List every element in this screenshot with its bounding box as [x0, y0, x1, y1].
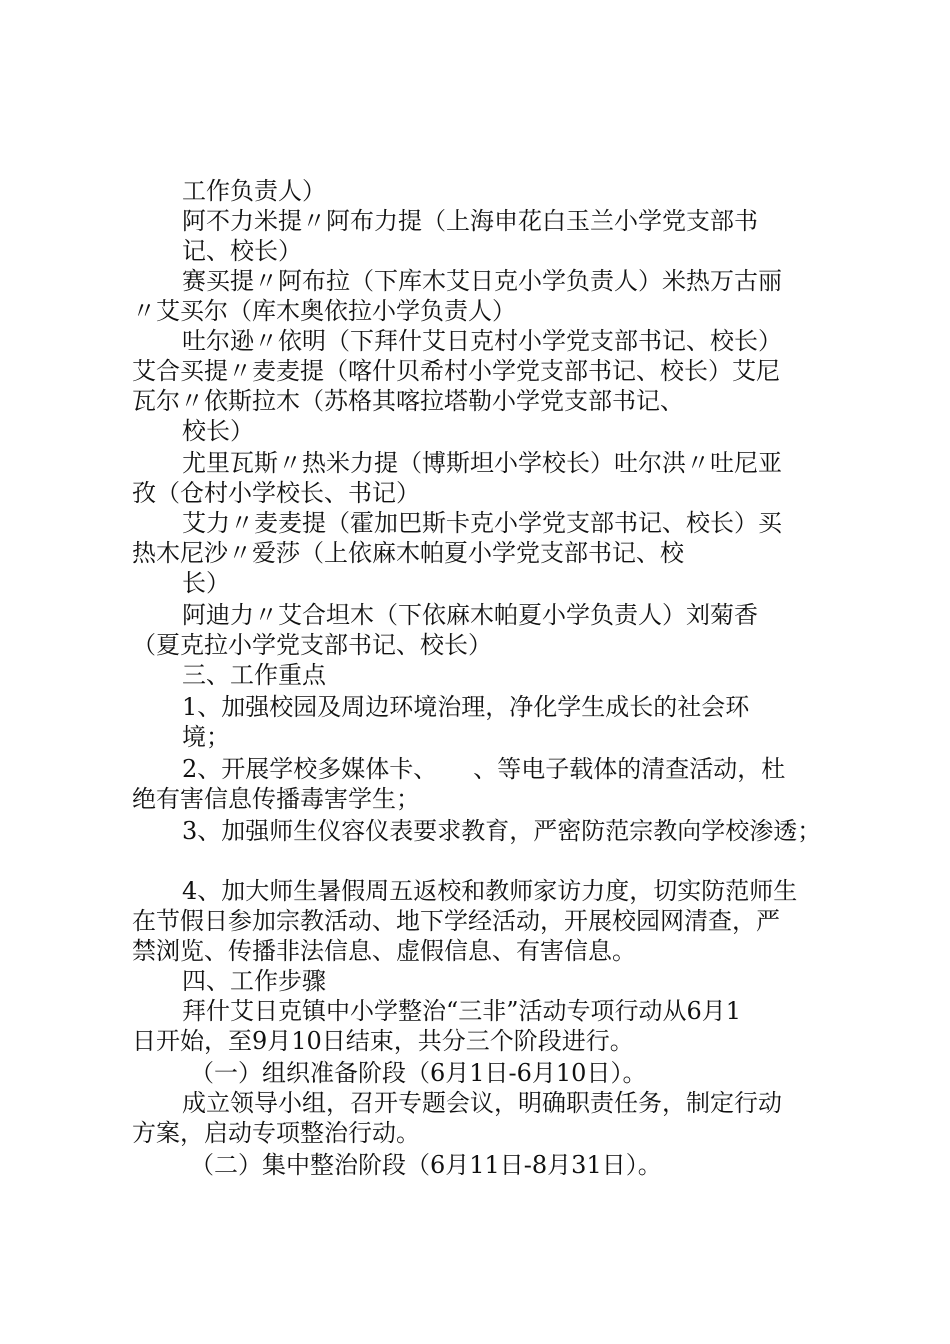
text-line: 孜（仓村小学校长、书记）: [132, 479, 420, 507]
text-line: 成立领导小组，召开专题会议，明确职责任务，制定行动: [182, 1089, 782, 1117]
text-line: 境；: [182, 723, 230, 751]
text-line: 4、加大师生暑假周五返校和教师家访力度，切实防范师生: [182, 877, 798, 905]
text-line: （夏克拉小学党支部书记、校长）: [132, 631, 492, 659]
text-line: 热木尼沙〃爱莎（上依麻木帕夏小学党支部书记、校: [132, 539, 684, 567]
text-line: 吐尔逊〃依明（下拜什艾日克村小学党支部书记、校长）: [182, 327, 782, 355]
text-line: 长）: [182, 569, 230, 597]
text-line: 在节假日参加宗教活动、地下学经活动，开展校园网清查，严: [132, 907, 780, 935]
text-line: 赛买提〃阿布拉（下库木艾日克小学负责人）米热万古丽: [182, 267, 782, 295]
text-line: 拜什艾日克镇中小学整治“三非”活动专项行动从6月1: [182, 997, 742, 1025]
text-line: 瓦尔〃依斯拉木（苏格其喀拉塔勒小学党支部书记、: [132, 387, 684, 415]
text-line: 2、开展学校多媒体卡、 、等电子载体的清查活动，杜: [182, 755, 786, 783]
text-line: 禁浏览、传播非法信息、虚假信息、有害信息。: [132, 937, 636, 965]
text-line: 艾力〃麦麦提（霍加巴斯卡克小学党支部书记、校长）买: [182, 509, 782, 537]
text-line: 3、加强师生仪容仪表要求教育，严密防范宗教向学校渗透；: [182, 817, 822, 845]
subsection-heading: （一）组织准备阶段（6月1日-6月10日）。: [190, 1059, 647, 1087]
text-line: 方案，启动专项整治行动。: [132, 1119, 420, 1147]
text-line: 尤里瓦斯〃热米力提（博斯坦小学校长）吐尔洪〃吐尼亚: [182, 449, 782, 477]
text-line: 〃艾买尔（库木奥依拉小学负责人）: [132, 297, 516, 325]
section-heading: 四、工作步骤: [182, 967, 326, 995]
text-line: 工作负责人）: [182, 177, 326, 205]
section-heading: 三、工作重点: [182, 661, 326, 689]
text-line: 艾合买提〃麦麦提（喀什贝希村小学党支部书记、校长）艾尼: [132, 357, 780, 385]
text-line: 校长）: [182, 417, 254, 445]
subsection-heading: （二）集中整治阶段（6月11日-8月31日）。: [190, 1151, 662, 1179]
text-line: 绝有害信息传播毒害学生；: [132, 785, 420, 813]
text-line: 阿不力米提〃阿布力提（上海申花白玉兰小学党支部书: [182, 207, 758, 235]
text-line: 阿迪力〃艾合坦木（下依麻木帕夏小学负责人）刘菊香: [182, 601, 758, 629]
text-line: 日开始，至9月10日结束，共分三个阶段进行。: [132, 1027, 634, 1055]
text-line: 记、校长）: [182, 237, 302, 265]
text-line: 1、加强校园及周边环境治理，净化学生成长的社会环: [182, 693, 750, 721]
